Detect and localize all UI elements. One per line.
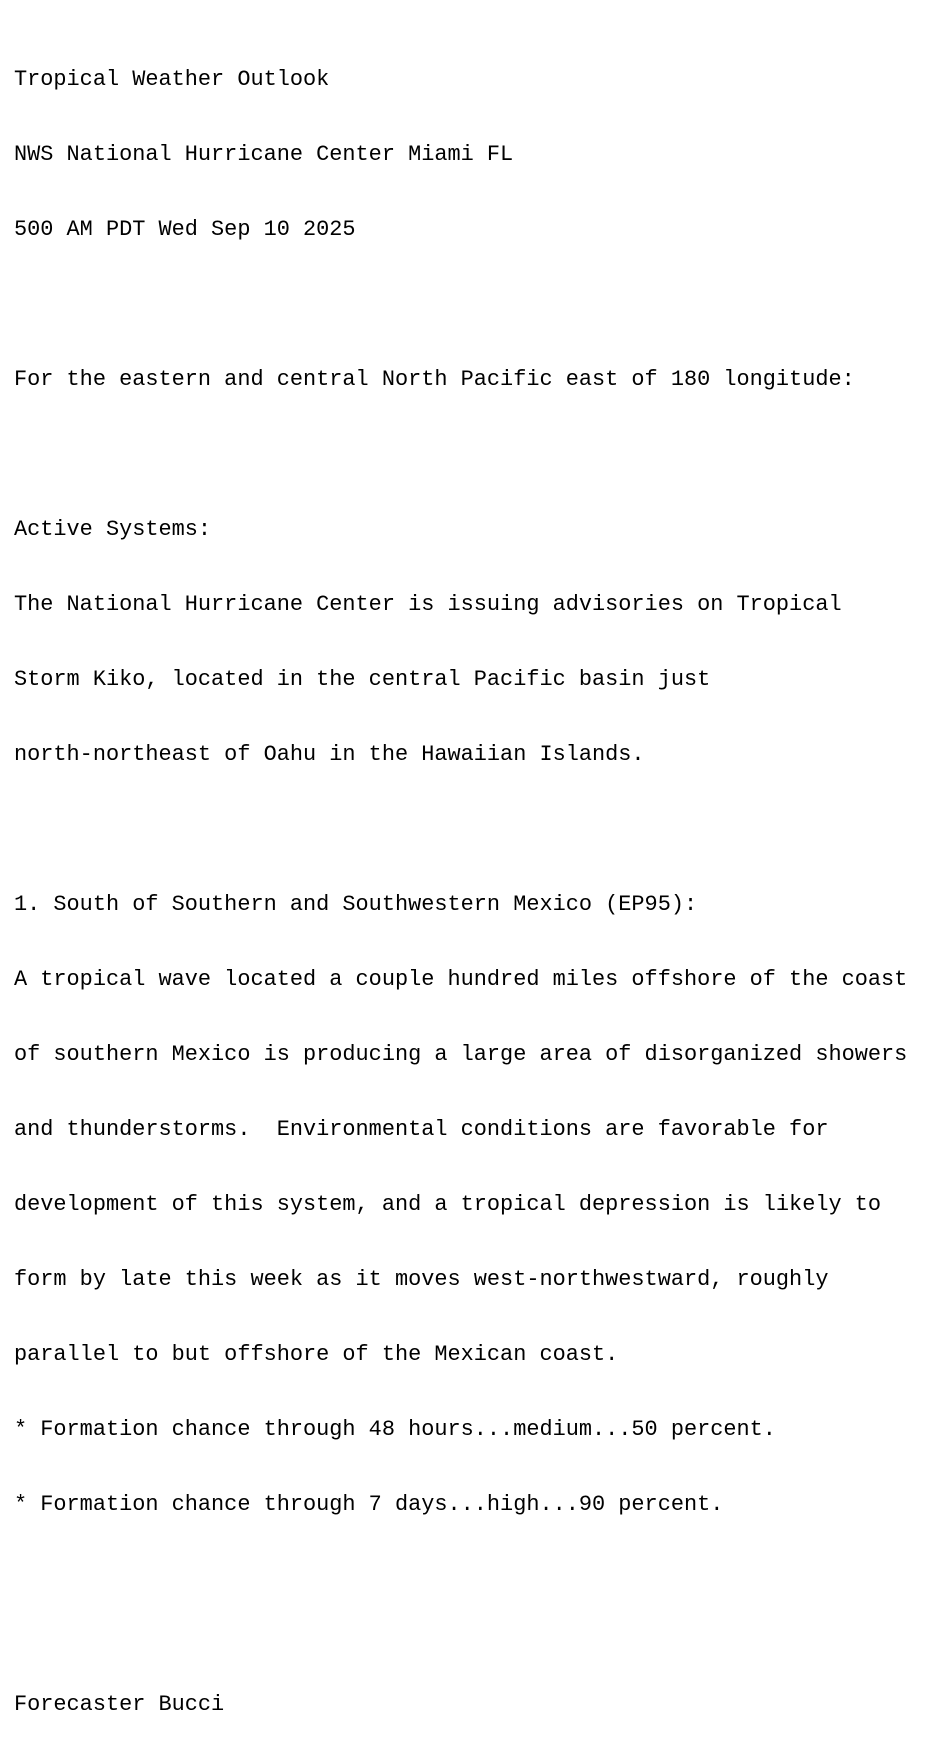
spacer [14,1567,944,1642]
forecaster-signature: Forecaster Bucci [14,1692,225,1717]
disturbance-line: parallel to but offshore of the Mexican coast. [14,1342,619,1367]
product-title: Tropical Weather Outlook [14,67,330,92]
active-systems-heading: Active Systems: [14,517,212,542]
disturbance-line: A tropical wave located a couple hundred miles offshore of the coast [14,967,908,992]
formation-chance-7d: * Formation chance through 7 days...high...90 percent. [14,1492,724,1517]
spacer [14,817,944,842]
spacer [14,442,944,467]
active-systems-line: The National Hurricane Center is issuing advisories on Tropical [14,592,842,617]
issuing-office: NWS National Hurricane Center Miami FL [14,142,514,167]
outlook-document [14,17,944,1742]
formation-chance-48h: * Formation chance through 48 hours...medium...50 percent. [14,1417,776,1442]
spacer [14,292,944,317]
active-systems-line: Storm Kiko, located in the central Pacific basin just [14,667,711,692]
issue-time: 500 AM PDT Wed Sep 10 2025 [14,217,356,242]
disturbance-line: and thunderstorms. Environmental conditions are favorable for [14,1117,829,1142]
active-systems-line: north-northeast of Oahu in the Hawaiian Islands. [14,742,645,767]
disturbance-heading: 1. South of Southern and Southwestern Mexico (EP95): [14,892,698,917]
disturbance-line: development of this system, and a tropical depression is likely to [14,1192,882,1217]
disturbance-line: form by late this week as it moves west-northwestward, roughly [14,1267,829,1292]
disturbance-line: of southern Mexico is producing a large area of disorganized showers [14,1042,908,1067]
scope-statement: For the eastern and central North Pacific east of 180 longitude: [14,367,855,392]
